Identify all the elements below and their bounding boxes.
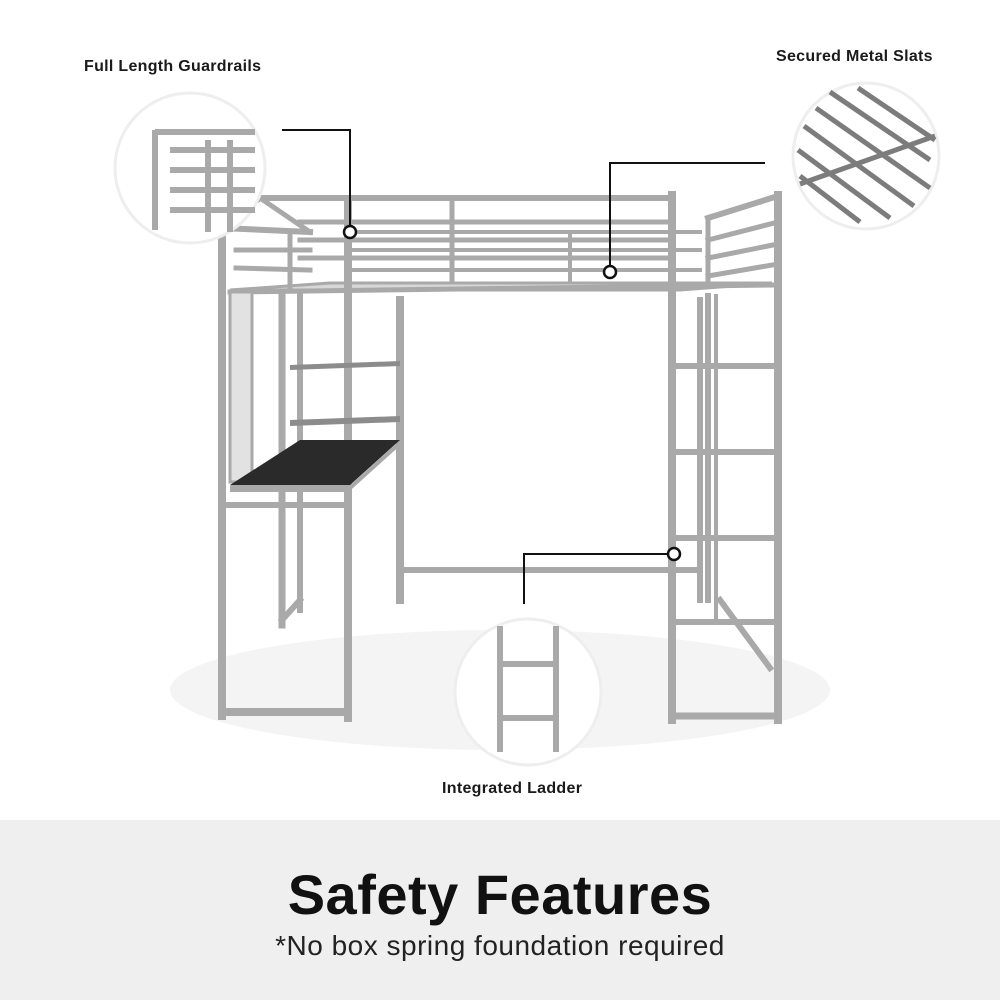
guardrails-label: Full Length Guardrails: [84, 58, 262, 75]
footer-title: Safety Features: [287, 863, 713, 926]
footer-subtitle: *No box spring foundation required: [275, 930, 725, 961]
slats-label: Secured Metal Slats: [776, 48, 933, 65]
ladder-label: Integrated Ladder: [442, 780, 583, 797]
